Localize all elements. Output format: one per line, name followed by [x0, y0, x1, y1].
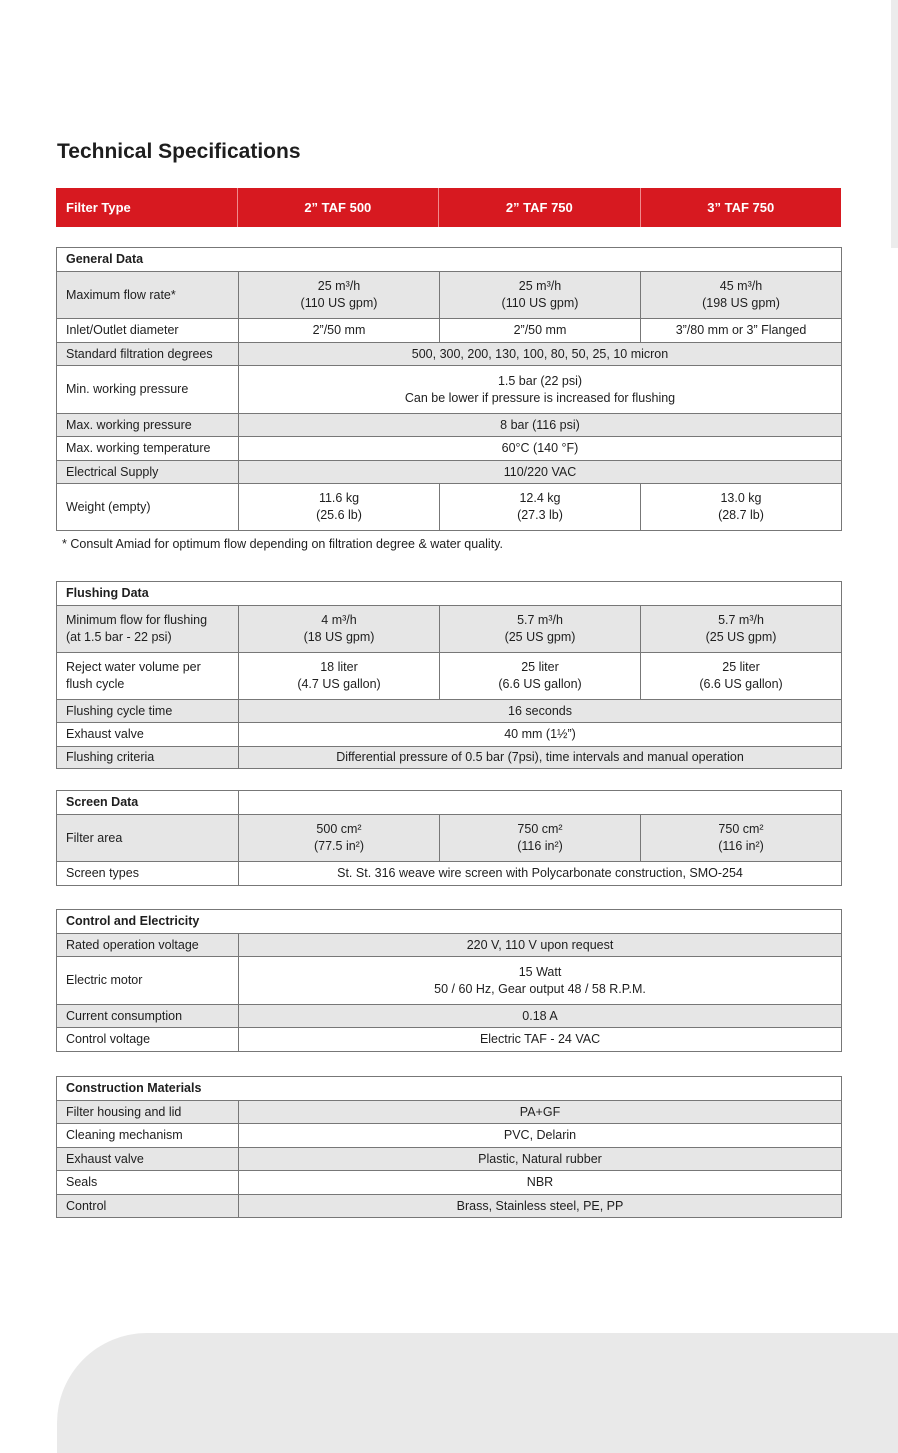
table-row [57, 934, 842, 957]
table-row [57, 957, 842, 1005]
table-row [57, 343, 842, 366]
cell [440, 272, 641, 319]
cell: 220 V, 110 V upon request [239, 934, 842, 957]
cell-line: (4.7 US gallon) [297, 677, 381, 691]
cell [641, 653, 842, 700]
row-label: Electrical Supply [57, 461, 239, 484]
table-row [57, 366, 842, 414]
row-label: Flushing cycle time [57, 700, 239, 723]
cell [239, 815, 440, 862]
cell-line: 18 liter [320, 660, 358, 674]
table-row [57, 484, 842, 531]
header-label: Filter Type [56, 188, 238, 227]
cell-line: 750 cm² [718, 822, 764, 836]
row-label: Inlet/Outlet diameter [57, 319, 239, 343]
cell: 2”/50 mm [440, 319, 641, 343]
row-label: Electric motor [57, 957, 239, 1005]
cell-line: 4 m³/h [321, 613, 357, 627]
cell-line: 45 m³/h [719, 279, 763, 293]
row-label: Seals [57, 1171, 239, 1195]
table-row [57, 461, 842, 484]
cell: PVC, Delarin [239, 1124, 842, 1148]
table-row [57, 1005, 842, 1028]
label-line: Reject water volume per [66, 660, 201, 674]
cell-line: (6.6 US gallon) [699, 677, 783, 691]
cell [641, 606, 842, 653]
cell-line: 500 cm² [316, 822, 362, 836]
cell-line: (6.6 US gallon) [498, 677, 582, 691]
table-row [57, 1124, 842, 1148]
row-label: Filter housing and lid [57, 1101, 239, 1124]
blank-cell [239, 791, 842, 815]
row-label: Min. working pressure [57, 366, 239, 414]
label-line: (at 1.5 bar - 22 psi) [66, 630, 172, 644]
cell [440, 653, 641, 700]
table-row [57, 319, 842, 343]
header-col-1: 2” TAF 500 [238, 188, 439, 227]
cell-line: (25.6 lb) [316, 508, 362, 522]
cell-line: (116 in²) [718, 839, 764, 853]
section-title: General Data [57, 248, 842, 272]
cell-line: (25 US gpm) [504, 630, 576, 644]
page-title: Technical Specifications [57, 140, 301, 163]
table-row [57, 1195, 842, 1218]
cell-line: 25 m³/h [518, 279, 562, 293]
cell-line: 750 cm² [517, 822, 563, 836]
table-row [57, 606, 842, 653]
cell: Brass, Stainless steel, PE, PP [239, 1195, 842, 1218]
row-label: Control [57, 1195, 239, 1218]
row-label: Exhaust valve [57, 1148, 239, 1171]
cell-line: (18 US gpm) [303, 630, 375, 644]
footer-decoration [57, 1333, 898, 1453]
cell: Plastic, Natural rubber [239, 1148, 842, 1171]
row-label: Weight (empty) [57, 484, 239, 531]
table-row [57, 1028, 842, 1052]
cell: 2”/50 mm [239, 319, 440, 343]
cell-line: 13.0 kg [720, 491, 762, 505]
section-title: Flushing Data [57, 582, 842, 606]
table-row [57, 747, 842, 769]
row-label [57, 653, 239, 700]
filter-type-header [56, 188, 841, 227]
cell [239, 653, 440, 700]
row-label: Maximum flow rate* [57, 272, 239, 319]
row-label: Rated operation voltage [57, 934, 239, 957]
table-row [57, 437, 842, 461]
cell-line: 11.6 kg [318, 491, 360, 505]
table-row [57, 1101, 842, 1124]
cell-line: (25 US gpm) [705, 630, 777, 644]
cell: 0.18 A [239, 1005, 842, 1028]
cell [239, 272, 440, 319]
section-title: Control and Electricity [57, 910, 842, 934]
cell-line: 25 m³/h [317, 279, 361, 293]
table-title-row [57, 791, 842, 815]
cell: PA+GF [239, 1101, 842, 1124]
row-label [57, 606, 239, 653]
cell: 40 mm (1½”) [239, 723, 842, 747]
row-label: Screen types [57, 862, 239, 886]
row-label: Standard filtration degrees [57, 343, 239, 366]
cell-line: 25 liter [521, 660, 559, 674]
cell [239, 484, 440, 531]
cell-line: (116 in²) [517, 839, 563, 853]
row-label: Control voltage [57, 1028, 239, 1052]
cell-line: 15 Watt [518, 964, 562, 979]
row-label: Flushing criteria [57, 747, 239, 769]
control-electricity-table [56, 909, 842, 1052]
cell-line: 5.7 m³/h [718, 613, 764, 627]
cell [239, 957, 842, 1005]
table-title-row [57, 582, 842, 606]
header-col-3: 3” TAF 750 [707, 200, 775, 215]
cell [440, 815, 641, 862]
cell-line: 12.4 kg [519, 491, 561, 505]
cell: 500, 300, 200, 130, 100, 80, 50, 25, 10 micron [239, 343, 842, 366]
table-row [57, 653, 842, 700]
cell [641, 815, 842, 862]
cell [239, 606, 440, 653]
cell-line: (110 US gpm) [300, 296, 378, 310]
cell [239, 366, 842, 414]
cell-line: 5.7 m³/h [517, 613, 563, 627]
cell: 3”/80 mm or 3” Flanged [641, 319, 842, 343]
table-title-row [57, 910, 842, 934]
table-row [57, 1171, 842, 1195]
cell: Differential pressure of 0.5 bar (7psi), time intervals and manual operation [239, 747, 842, 769]
label-line: flush cycle [66, 677, 125, 691]
cell: NBR [239, 1171, 842, 1195]
general-data-table [56, 247, 842, 531]
cell: 16 seconds [239, 700, 842, 723]
scrollbar[interactable] [891, 0, 898, 248]
table-row [57, 700, 842, 723]
header-col-2: 2” TAF 750 [439, 188, 640, 227]
cell-line: (27.3 lb) [517, 508, 563, 522]
section-title: Construction Materials [57, 1077, 842, 1101]
cell: 110/220 VAC [239, 461, 842, 484]
cell-line: (77.5 in²) [313, 839, 365, 853]
row-label: Current consumption [57, 1005, 239, 1028]
cell: 8 bar (116 psi) [239, 414, 842, 437]
cell-line: (198 US gpm) [702, 296, 780, 310]
table-row [57, 862, 842, 886]
cell-line: (28.7 lb) [718, 508, 764, 522]
cell [641, 484, 842, 531]
cell: St. St. 316 weave wire screen with Polycarbonate construction, SMO-254 [239, 862, 842, 886]
construction-materials-table [56, 1076, 842, 1218]
cell-line: 50 / 60 Hz, Gear output 48 / 58 R.P.M. [434, 981, 646, 996]
cell [641, 272, 842, 319]
cell-line: 25 liter [722, 660, 760, 674]
cell [440, 606, 641, 653]
row-label: Exhaust valve [57, 723, 239, 747]
table-title-row [57, 248, 842, 272]
screen-data-table [56, 790, 842, 886]
table-row [57, 272, 842, 319]
cell [440, 484, 641, 531]
cell: 60°C (140 °F) [239, 437, 842, 461]
cell: Electric TAF - 24 VAC [239, 1028, 842, 1052]
table-title-row [57, 1077, 842, 1101]
flushing-data-table [56, 581, 842, 769]
footnote: * Consult Amiad for optimum flow depending on filtration degree & water quality. [62, 537, 503, 551]
cell-line: 1.5 bar (22 psi) [497, 373, 583, 388]
row-label: Cleaning mechanism [57, 1124, 239, 1148]
table-row [57, 723, 842, 747]
table-row [57, 414, 842, 437]
label-line: Minimum flow for flushing [66, 613, 208, 627]
cell-line: Can be lower if pressure is increased for flushing [404, 390, 676, 405]
section-title: Screen Data [57, 791, 239, 815]
row-label: Max. working temperature [57, 437, 239, 461]
row-label: Filter area [57, 815, 239, 862]
row-label: Max. working pressure [57, 414, 239, 437]
cell-line: (110 US gpm) [501, 296, 579, 310]
table-row [57, 1148, 842, 1171]
table-row [57, 815, 842, 862]
